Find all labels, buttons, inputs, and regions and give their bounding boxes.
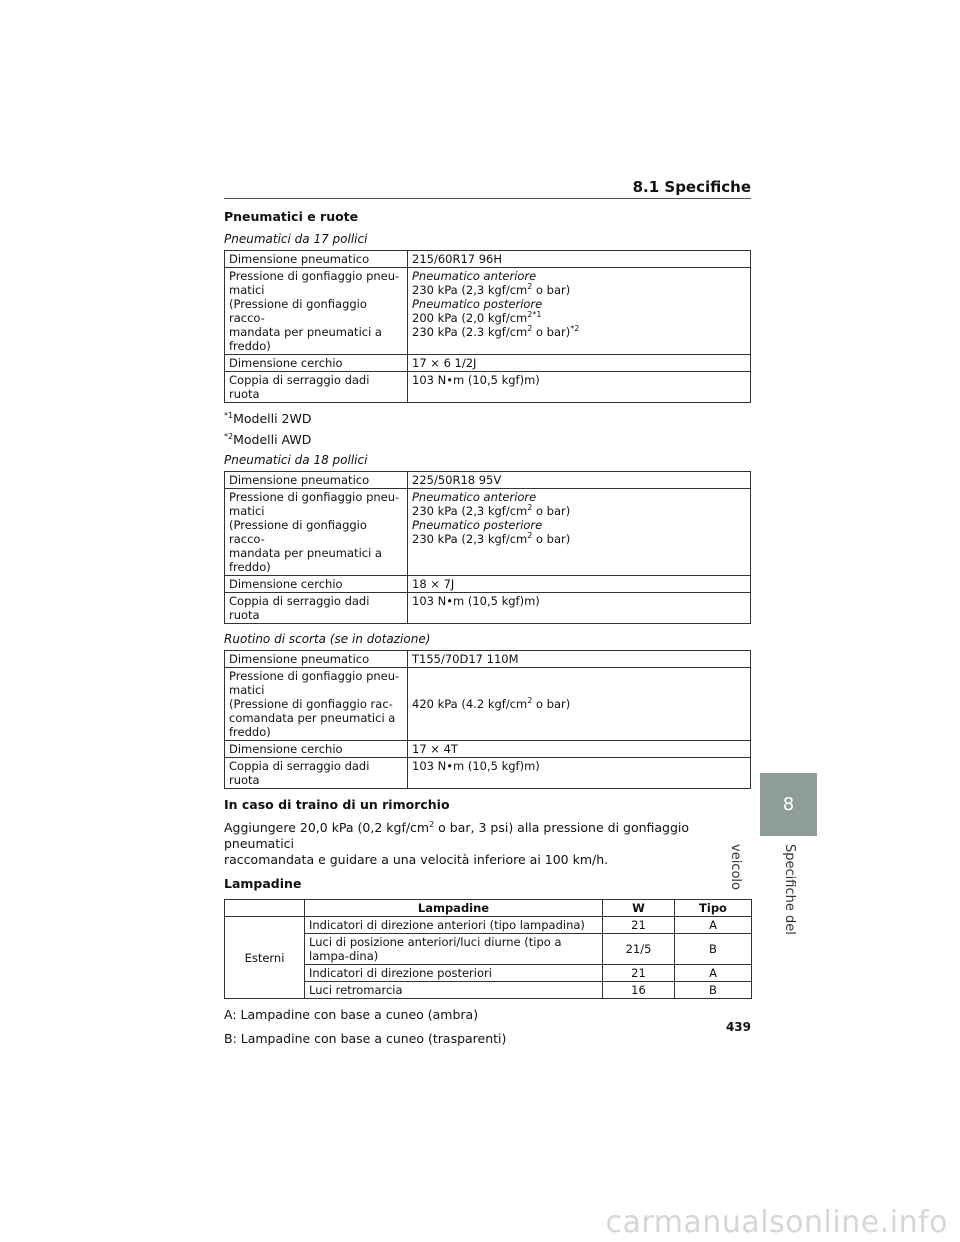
footnote-awd: $^{*2}$Modelli AWD	[224, 431, 312, 447]
pressure-label-line: (Pressione di gonfiaggio racco-	[229, 297, 367, 325]
table-row	[225, 651, 751, 668]
pressure-label-line: mandata per pneumatici a	[229, 546, 382, 560]
rim-label: Dimensione cerchio	[225, 355, 408, 372]
spare-title: Ruotino di scorta (se in dotazione)	[224, 632, 431, 646]
rear-tire-value-2wd: 200 kPa (2,0 kgf/$cm^{2*1}$	[412, 310, 542, 325]
table-row	[225, 268, 751, 355]
pressure-value	[408, 489, 751, 576]
chapter-tab[interactable]: 8	[760, 773, 817, 836]
size-label: Dimensione pneumatico	[225, 472, 408, 489]
rim-value: 18 × 7J	[408, 576, 751, 593]
front-tire-value: 230 kPa (2,3 kgf/$cm^2$ o bar)	[412, 503, 571, 518]
col-tipo: Tipo	[675, 900, 752, 917]
bulb-type: A	[675, 917, 752, 934]
trailer-paragraph: Aggiungere 20,0 kPa (0,2 kgf/$cm^2$ o bar, 3 psi) alla pressione di gonfiaggio pneumatici raccomandata e guidare a una velocità inferiore ai 100 km/h.	[224, 819, 690, 867]
table-row	[225, 668, 751, 741]
tires-17-table	[224, 250, 751, 403]
torque-value: 103 N•m (10,5 kgf)m)	[408, 758, 751, 789]
front-tire-label: Pneumatico anteriore	[412, 269, 537, 283]
bulb-w: 21	[603, 965, 675, 982]
table-row	[225, 489, 751, 576]
table-row	[225, 758, 751, 789]
footnote-2wd: $^{*1}$Modelli 2WD	[224, 410, 312, 426]
size-value: T155/70D17 110M	[408, 651, 751, 668]
table-row	[225, 593, 751, 624]
table-row	[225, 917, 752, 934]
bulb-name: Luci di posizione anteriori/luci diurne (tipo a lampa-dina)	[305, 934, 603, 965]
chapter-label: Specifiche del veicolo	[728, 844, 797, 935]
group-esterni: Esterni	[225, 917, 305, 999]
table-row	[225, 965, 752, 982]
rear-tire-label: Pneumatico posteriore	[412, 297, 543, 311]
col-w: W	[603, 900, 675, 917]
table-row	[225, 472, 751, 489]
size-value: 225/50R18 95V	[408, 472, 751, 489]
bulb-note-a: A: Lampadine con base a cuneo (ambra)	[224, 1007, 479, 1022]
pressure-label-line: freddo)	[229, 560, 271, 574]
bulbs-table	[224, 899, 752, 999]
torque-value: 103 N•m (10,5 kgf)m)	[408, 593, 751, 624]
bulb-w: 21	[603, 917, 675, 934]
bulbs-heading: Lampadine	[224, 876, 302, 891]
pressure-label-line: comandata per pneumatici a	[229, 711, 396, 725]
page-number: 439	[725, 1020, 751, 1034]
col-lampadine: Lampadine	[305, 900, 603, 917]
bulb-name: Luci retromarcia	[305, 982, 603, 999]
rear-tire-label: Pneumatico posteriore	[412, 518, 543, 532]
table-row	[225, 982, 752, 999]
pressure-label-line: freddo)	[229, 339, 271, 353]
rim-label: Dimensione cerchio	[225, 576, 408, 593]
pressure-label-line: freddo)	[229, 725, 271, 739]
tires-heading: Pneumatici e ruote	[224, 209, 359, 224]
watermark-logo: carmanualsonline.info	[605, 1205, 948, 1240]
pressure-label-line: mandata per pneumatici a	[229, 325, 382, 339]
pressure-label-line: Pressione di gonfiaggio pneu-	[229, 669, 400, 683]
page-content	[224, 209, 751, 1055]
pressure-label-line: Pressione di gonfiaggio pneu-	[229, 490, 400, 504]
rim-value: 17 × 4T	[408, 741, 751, 758]
table-row	[225, 251, 751, 268]
size-value: 215/60R17 96H	[408, 251, 751, 268]
front-tire-label: Pneumatico anteriore	[412, 490, 537, 504]
pressure-label	[225, 668, 408, 741]
torque-label: Coppia di serraggio dadi ruota	[225, 593, 408, 624]
section-header	[224, 178, 751, 199]
pressure-label	[225, 268, 408, 355]
pressure-label-line: (Pressione di gonfiaggio rac-	[229, 697, 393, 711]
rim-label: Dimensione cerchio	[225, 741, 408, 758]
tires-18-table	[224, 471, 751, 624]
pressure-label-line: Pressione di gonfiaggio pneu-	[229, 269, 400, 283]
table-row	[225, 372, 751, 403]
trailer-heading: In caso di traino di un rimorchio	[224, 797, 450, 812]
spare-table	[224, 650, 751, 789]
table-row	[225, 355, 751, 372]
front-tire-value: 230 kPa (2,3 kgf/$cm^2$ o bar)	[412, 282, 571, 297]
blank-header	[225, 900, 305, 917]
rear-tire-value-awd: 230 kPa (2.3 kgf/$cm^2$ o bar)$^{*2}$	[412, 324, 580, 339]
rear-tire-value: 230 kPa (2,3 kgf/$cm^2$ o bar)	[412, 531, 571, 546]
pressure-label-line: (Pressione di gonfiaggio racco-	[229, 518, 367, 546]
pressure-label-line: matici	[229, 683, 265, 697]
size-label: Dimensione pneumatico	[225, 251, 408, 268]
pressure-value	[408, 268, 751, 355]
pressure-label-line: matici	[229, 283, 265, 297]
bulb-type: A	[675, 965, 752, 982]
torque-label: Coppia di serraggio dadi ruota	[225, 758, 408, 789]
table-header-row	[225, 900, 752, 917]
pressure-value: 420 kPa (4.2 kgf/$cm^2$ o bar)	[408, 668, 751, 741]
tires-18-title: Pneumatici da 18 pollici	[224, 453, 368, 467]
rim-value: 17 × 6 1/2J	[408, 355, 751, 372]
table-row	[225, 741, 751, 758]
bulb-name: Indicatori di direzione posteriori	[305, 965, 603, 982]
torque-value: 103 N•m (10,5 kgf)m)	[408, 372, 751, 403]
bulb-type: B	[675, 934, 752, 965]
table-row	[225, 934, 752, 965]
pressure-label	[225, 489, 408, 576]
torque-label: Coppia di serraggio dadi ruota	[225, 372, 408, 403]
tires-17-title: Pneumatici da 17 pollici	[224, 232, 368, 246]
bulb-w: 21/5	[603, 934, 675, 965]
table-row	[225, 576, 751, 593]
bulb-name: Indicatori di direzione anteriori (tipo lampadina)	[305, 917, 603, 934]
section-title: 8.1 Specifiche	[632, 178, 751, 196]
pressure-label-line: matici	[229, 504, 265, 518]
size-label: Dimensione pneumatico	[225, 651, 408, 668]
bulb-w: 16	[603, 982, 675, 999]
bulb-note-b: B: Lampadine con base a cuneo (trasparenti)	[224, 1031, 507, 1046]
bulb-type: B	[675, 982, 752, 999]
